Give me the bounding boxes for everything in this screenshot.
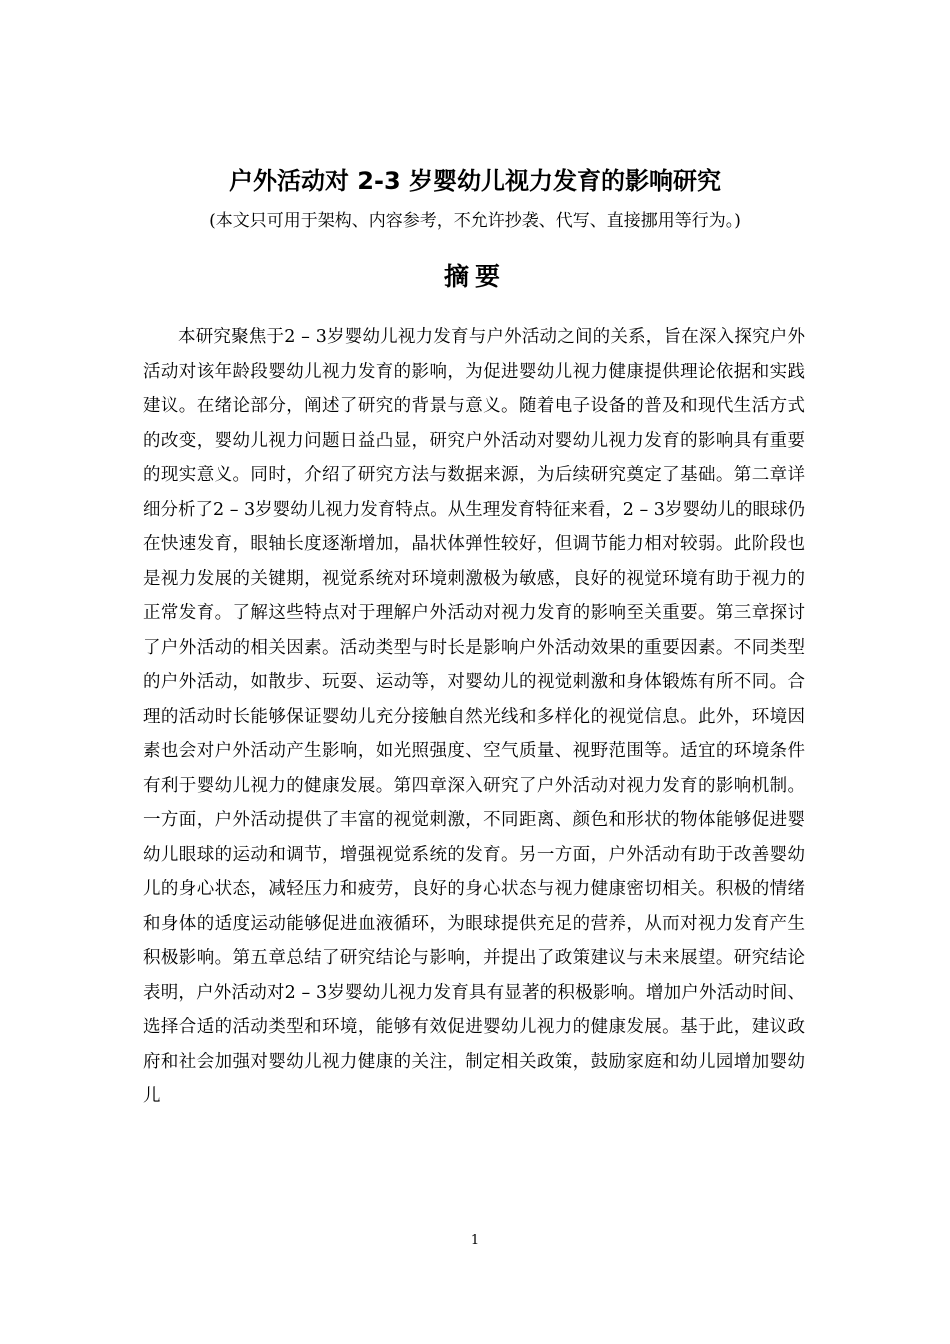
usage-note: (本文只可用于架构、内容参考，不允许抄袭、代写、直接挪用等行为。) [209, 211, 741, 231]
document-title: 户外活动对 2-3 岁婴幼儿视力发育的影响研究 [228, 167, 722, 195]
abstract-body: 本研究聚焦于2 – 3岁婴幼儿视力发育与户外活动之间的关系，旨在深入探究户外活动对该年龄段婴幼儿视力发育的影响，为促进婴幼儿视力健康提供理论依据和实践建议。在绪论部分，阐述了研究的背景与意义。随着电子设备的普及和现代生活方式的改变，婴幼儿视力问题日益凸显，研究户外活动对婴幼儿视力发育的影响具有重要的现实意义。同时，介绍了研究方法与数据来源，为后续研究奠定了基础。第二章详细分析了2 – 3岁婴幼儿视力发育特点。从生理发育特征来看，2 – 3岁婴幼儿的眼球仍在快速发育，眼轴长度逐渐增加，晶状体弹性较好，但调节能力相对较弱。此阶段也是视力发展的关键期，视觉系统对环境刺激极为敏感，良好的视觉环境有助于视力的正常发育。了解这些特点对于理解户外活动对视力发育的影响至关重要。第三章探讨了户外活动的相关因素。活动类型与时长是影响户外活动效果的重要因素。不同类型的户外活动，如散步、玩耍、运动等，对婴幼儿的视觉刺激和身体锻炼有所不同。合理的活动时长能够保证婴幼儿充分接触自然光线和多样化的视觉信息。此外，环境因素也会对户外活动产生影响，如光照强度、空气质量、视野范围等。适宜的环境条件有利于婴幼儿视力的健康发展。第四章深入研究了户外活动对视力发育的影响机制。一方面，户外活动提供了丰富的视觉刺激，不同距离、颜色和形状的物体能够促进婴幼儿眼球的运动和调节，增强视觉系统的发育。另一方面，户外活动有助于改善婴幼儿的身心状态，减轻压力和疲劳，良好的身心状态与视力健康密切相关。积极的情绪和身体的适度运动能够促进血液循环，为眼球提供充足的营养，从而对视力发育产生积极影响。第五章总结了研究结论与影响，并提出了政策建议与未来展望。研究结论表明，户外活动对2 – 3岁婴幼儿视力发育具有显著的积极影响。增加户外活动时间、选择合适的活动类型和环境，能够有效促进婴幼儿视力的健康发展。基于此，建议政府和社会加强对婴幼儿视力健康的关注，制定相关政策，鼓励家庭和幼儿园增加婴幼儿 [143, 327, 805, 1106]
page-number: 1 [470, 1233, 480, 1248]
abstract-heading: 摘要 [443, 262, 506, 291]
